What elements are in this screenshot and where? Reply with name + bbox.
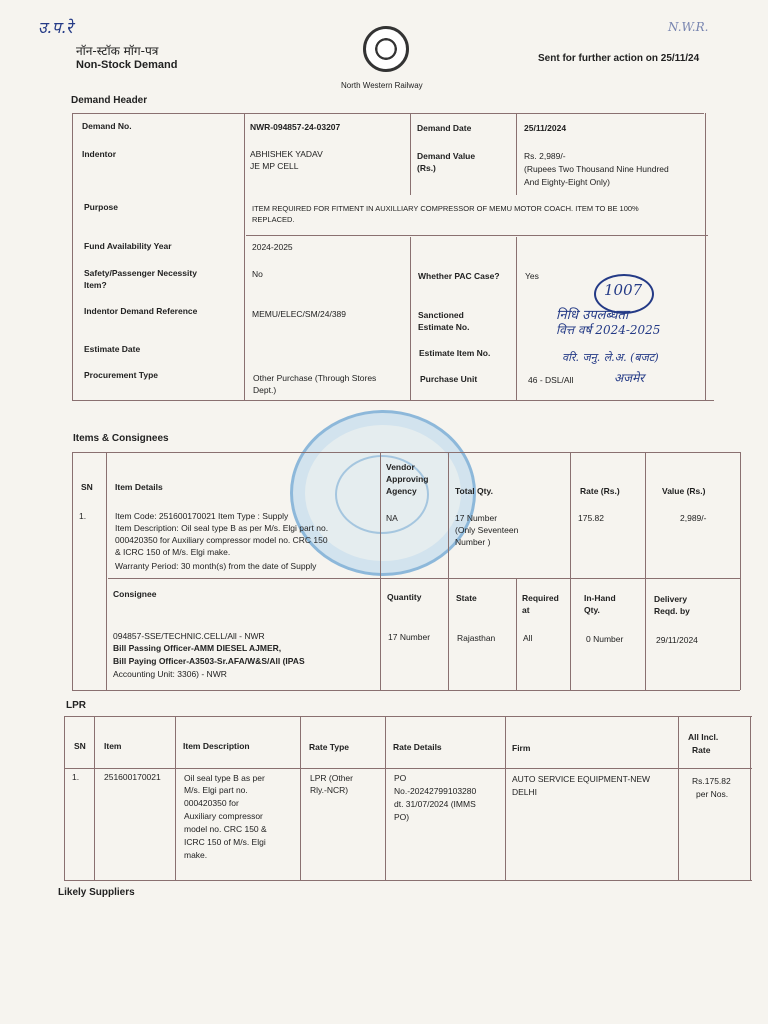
demand-value-words-2: And Eighty-Eight Only) <box>524 177 610 187</box>
demand-value-unit: (Rs.) <box>417 163 436 173</box>
lpr-row-firm-2: DELHI <box>512 787 538 797</box>
lpr-col-rate-type: Rate Type <box>309 742 349 752</box>
indentor-label: Indentor <box>82 149 116 159</box>
cons-col-delivery-2: Reqd. by <box>654 606 690 616</box>
consignee-line-4: Accounting Unit: 3306) - NWR <box>113 669 227 679</box>
indentor-name: ABHISHEK YADAV <box>250 149 323 159</box>
items-col-vendor-2: Approving <box>386 474 429 484</box>
cons-col-delivery-1: Delivery <box>654 594 688 604</box>
lpr-row-desc-6: ICRC 150 of M/s. Elgi <box>184 837 266 847</box>
items-col-vendor-1: Vendor <box>386 462 415 472</box>
estimate-item-label: Estimate Item No. <box>419 348 491 358</box>
lpr-row-desc-2: M/s. Elgi part no. <box>184 785 248 795</box>
handwritten-line-3: वरि. जनु. ले.अ. (बजट) <box>562 351 659 364</box>
items-row-qty-3: Number ) <box>455 537 491 547</box>
lpr-row-firm-1: AUTO SERVICE EQUIPMENT-NEW <box>512 774 651 784</box>
indentor-ref-value: MEMU/ELEC/SM/24/389 <box>252 309 347 319</box>
purpose-value-2: REPLACED. <box>252 215 295 224</box>
items-row-desc-1: Item Description: Oil seal type B as per M/s. Elgi part no. <box>115 523 329 533</box>
railway-name: North Western Railway <box>341 81 423 90</box>
estimate-date-label: Estimate Date <box>84 344 141 354</box>
corner-note: उ.प.रे <box>38 18 73 37</box>
lpr-row-rate-2: per Nos. <box>696 789 729 799</box>
items-col-sn: SN <box>81 482 93 492</box>
procurement-value-1: Other Purchase (Through Stores <box>253 373 377 383</box>
lpr-row-desc-4: Auxiliary compressor <box>184 811 263 821</box>
cons-col-state: State <box>456 593 477 603</box>
lpr-row-rate-details-2: No.-20242799103280 <box>394 786 477 796</box>
purchase-unit-label: Purchase Unit <box>420 374 478 384</box>
indentor-post: JE MP CELL <box>250 161 299 171</box>
lpr-col-item-desc: Item Description <box>183 741 250 751</box>
sanctioned-label-1: Sanctioned <box>418 310 464 320</box>
consignee-line-2: Bill Passing Officer-AMM DIESEL AJMER, <box>113 643 282 653</box>
items-row-value: 2,989/- <box>680 513 707 523</box>
items-col-total-qty: Total Qty. <box>455 486 493 496</box>
items-col-item-details: Item Details <box>115 482 163 492</box>
items-heading: Items & Consignees <box>73 433 169 444</box>
lpr-row-rate-details-3: dt. 31/07/2024 (IMMS <box>394 799 476 809</box>
consignee-line-1: 094857-SSE/TECHNIC.CELL/All - NWR <box>113 631 265 641</box>
consignee-line-3: Bill Paying Officer-A3503-Sr.AFA/W&S/All (IPAS <box>113 656 305 666</box>
corner-right-note: N.W.R. <box>668 20 709 34</box>
demand-date-value: 25/11/2024 <box>524 123 567 133</box>
title-hindi: नॉन-स्टॉक मॉग-पत्र <box>76 44 159 58</box>
fund-value: 2024-2025 <box>252 242 293 252</box>
lpr-row-rate-1: Rs.175.82 <box>692 776 731 786</box>
items-row-desc-2: 000420350 for Auxiliary compressor model no. CRC 150 <box>115 535 328 545</box>
cons-col-required-2: at <box>522 605 530 615</box>
items-row-vendor: NA <box>386 513 398 523</box>
cons-delivery: 29/11/2024 <box>656 635 698 645</box>
lpr-col-firm: Firm <box>512 743 531 753</box>
cons-col-inhand-2: Qty. <box>584 605 600 615</box>
lpr-row-desc-7: make. <box>184 850 208 860</box>
lpr-row-rate-details-1: PO <box>394 773 407 783</box>
sanctioned-label-2: Estimate No. <box>418 322 470 332</box>
cons-col-inhand-1: In-Hand <box>584 593 616 603</box>
purchase-unit-value: 46 - DSL/All <box>528 375 574 385</box>
pac-value: Yes <box>525 271 539 281</box>
safety-value: No <box>252 269 263 279</box>
lpr-row-desc-3: 000420350 for <box>184 798 239 808</box>
demand-date-label: Demand Date <box>417 123 472 133</box>
lpr-col-item: Item <box>104 741 122 751</box>
demand-value-words-1: (Rupees Two Thousand Nine Hundred <box>524 164 669 174</box>
fund-label: Fund Availability Year <box>84 241 172 251</box>
demand-no-label: Demand No. <box>82 121 132 131</box>
cons-inhand: 0 Number <box>586 634 624 644</box>
title-english: Non-Stock Demand <box>76 59 178 71</box>
cons-col-required-1: Required <box>522 593 559 603</box>
lpr-row-sn: 1. <box>72 772 80 782</box>
cons-required: All <box>523 633 533 643</box>
items-col-value: Value (Rs.) <box>662 486 706 496</box>
lpr-row-rate-type-1: LPR (Other <box>310 773 353 783</box>
items-row-rate: 175.82 <box>578 513 604 523</box>
demand-value: Rs. 2,989/- <box>524 151 566 161</box>
items-row-sn: 1. <box>79 511 87 521</box>
pac-label: Whether PAC Case? <box>418 271 500 281</box>
cons-state: Rajasthan <box>457 633 496 643</box>
lpr-row-desc-1: Oil seal type B as per <box>184 773 265 783</box>
cons-col-quantity: Quantity <box>387 592 422 602</box>
demand-value-label: Demand Value <box>417 151 476 161</box>
items-col-rate: Rate (Rs.) <box>580 486 620 496</box>
sent-note: Sent for further action on 25/11/24 <box>538 53 700 64</box>
demand-no-value: NWR-094857-24-03207 <box>250 122 341 132</box>
items-row-desc-3: & ICRC 150 of M/s. Elgi make. <box>115 547 231 557</box>
cons-quantity: 17 Number <box>388 632 431 642</box>
lpr-col-rate-details: Rate Details <box>393 742 442 752</box>
lpr-col-all-incl-2: Rate <box>692 745 711 755</box>
items-col-vendor-3: Agency <box>386 486 417 496</box>
lpr-row-rate-details-4: PO) <box>394 812 410 822</box>
lpr-row-item: 251600170021 <box>104 772 161 782</box>
items-row-qty-2: (Only Seventeen <box>455 525 519 535</box>
safety-label-1: Safety/Passenger Necessity <box>84 268 197 278</box>
handwritten-line-2: वित्त वर्ष 2024-2025 <box>556 323 661 337</box>
lpr-col-all-incl-1: All Incl. <box>688 732 719 742</box>
purpose-value-1: ITEM REQUIRED FOR FITMENT IN AUXILLIARY COMPRESSOR OF MEMU MOTOR COACH. ITEM TO BE 100% <box>252 204 639 213</box>
railway-logo <box>363 26 409 72</box>
likely-suppliers-heading: Likely Suppliers <box>58 887 135 898</box>
indentor-ref-label: Indentor Demand Reference <box>84 306 198 316</box>
consignee-label: Consignee <box>113 589 157 599</box>
handwritten-line-1: निधि उपलब्धता <box>556 308 629 323</box>
procurement-value-2: Dept.) <box>253 385 277 395</box>
procurement-label: Procurement Type <box>84 370 159 380</box>
handwritten-number: 1007 <box>604 281 643 299</box>
items-row-warranty: Warranty Period: 30 month(s) from the date of Supply <box>115 561 317 571</box>
safety-label-2: Item? <box>84 280 107 290</box>
handwritten-line-4: अजमेर <box>614 371 645 385</box>
purpose-label: Purpose <box>84 202 119 212</box>
lpr-col-sn: SN <box>74 741 86 751</box>
items-row-code: Item Code: 251600170021 Item Type : Supply <box>115 511 289 521</box>
items-row-qty-1: 17 Number <box>455 513 498 523</box>
lpr-row-rate-type-2: Rly.-NCR) <box>310 785 349 795</box>
lpr-heading: LPR <box>66 700 86 711</box>
lpr-row-desc-5: model no. CRC 150 & <box>184 824 267 834</box>
demand-header-heading: Demand Header <box>71 95 148 106</box>
